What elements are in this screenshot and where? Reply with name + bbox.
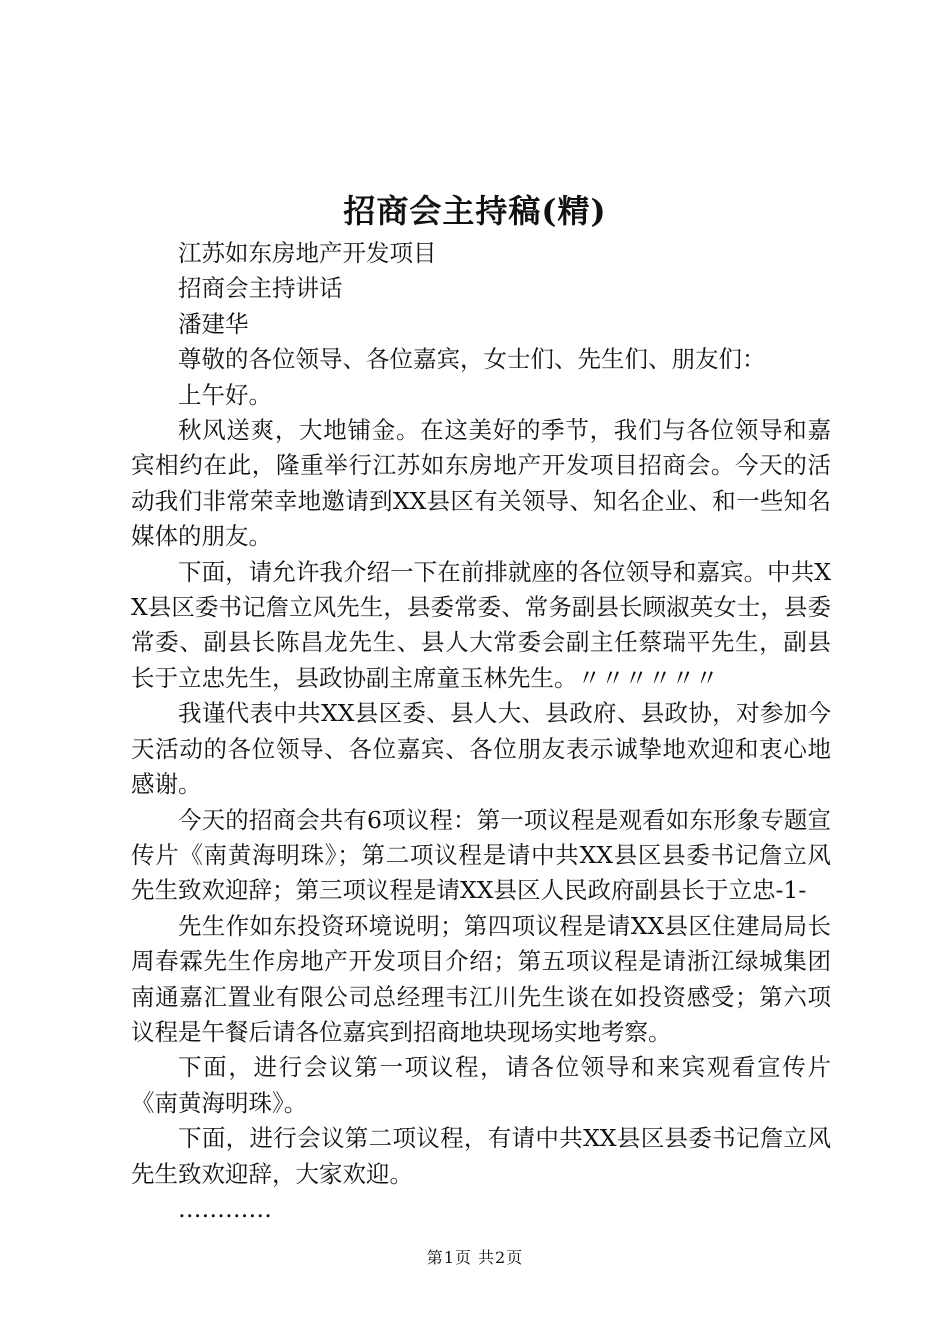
introduction-paragraph: 下面，请允许我介绍一下在前排就座的各位领导和嘉宾。中共XX县区委书记詹立风先生，县委常委、常务副县长顾淑英女士，县委常委、副县长陈昌龙先生、县人大常委会副主任蔡瑞平先生，副县长于立忠先生，县政协副主席童玉林先生。〃〃〃〃〃〃 [131, 557, 831, 692]
agenda-paragraph: 今天的招商会共有6项议程：第一项议程是观看如东形象专题宣传片《南黄海明珠》；第二项议程是请中共XX县区县委书记詹立风先生致欢迎辞；第三项议程是请XX县区人民政府副县长于立忠-1- [131, 805, 831, 905]
document-body [131, 236, 831, 1227]
agenda-continued-paragraph: 先生作如东投资环境说明；第四项议程是请XX县区住建局局长周春霖先生作房地产开发项目介绍；第五项议程是请浙江绿城集团南通嘉汇置业有限公司总经理韦江川先生谈在如投资感受；第六项议程是午餐后请各位嘉宾到招商地块现场实地考察。 [131, 911, 831, 1046]
opening-paragraph: 秋风送爽，大地铺金。在这美好的季节，我们与各位领导和嘉宾相约在此，隆重举行江苏如东房地产开发项目招商会。今天的活动我们非常荣幸地邀请到XX县区有关领导、知名企业、和一些知名媒体的朋友。 [131, 416, 831, 551]
page-footer [0, 1245, 950, 1268]
salutation-paragraph: 尊敬的各位领导、各位嘉宾，女士们、先生们、朋友们： [178, 345, 766, 374]
agenda-item-two-paragraph: 下面，进行会议第二项议程，有请中共XX县区县委书记詹立风先生致欢迎辞，大家欢迎。 [131, 1124, 831, 1188]
greeting-paragraph: 上午好。 [178, 380, 272, 409]
project-name-line: 江苏如东房地产开发项目 [178, 239, 437, 267]
page-indicator: 第1页 共2页 [426, 1248, 524, 1267]
ellipsis-line: ………… [178, 1194, 272, 1223]
document-title: 招商会主持稿(精) [343, 192, 607, 230]
speech-subtitle-line: 招商会主持讲话 [178, 274, 343, 303]
author-line: 潘建华 [178, 309, 249, 338]
welcome-paragraph: 我谨代表中共XX县区委、县人大、县政府、县政协，对参加今天活动的各位领导、各位嘉宾、各位朋友表示诚挚地欢迎和衷心地感谢。 [131, 699, 831, 799]
agenda-item-one-paragraph: 下面，进行会议第一项议程，请各位领导和来宾观看宣传片《南黄海明珠》。 [131, 1053, 831, 1117]
